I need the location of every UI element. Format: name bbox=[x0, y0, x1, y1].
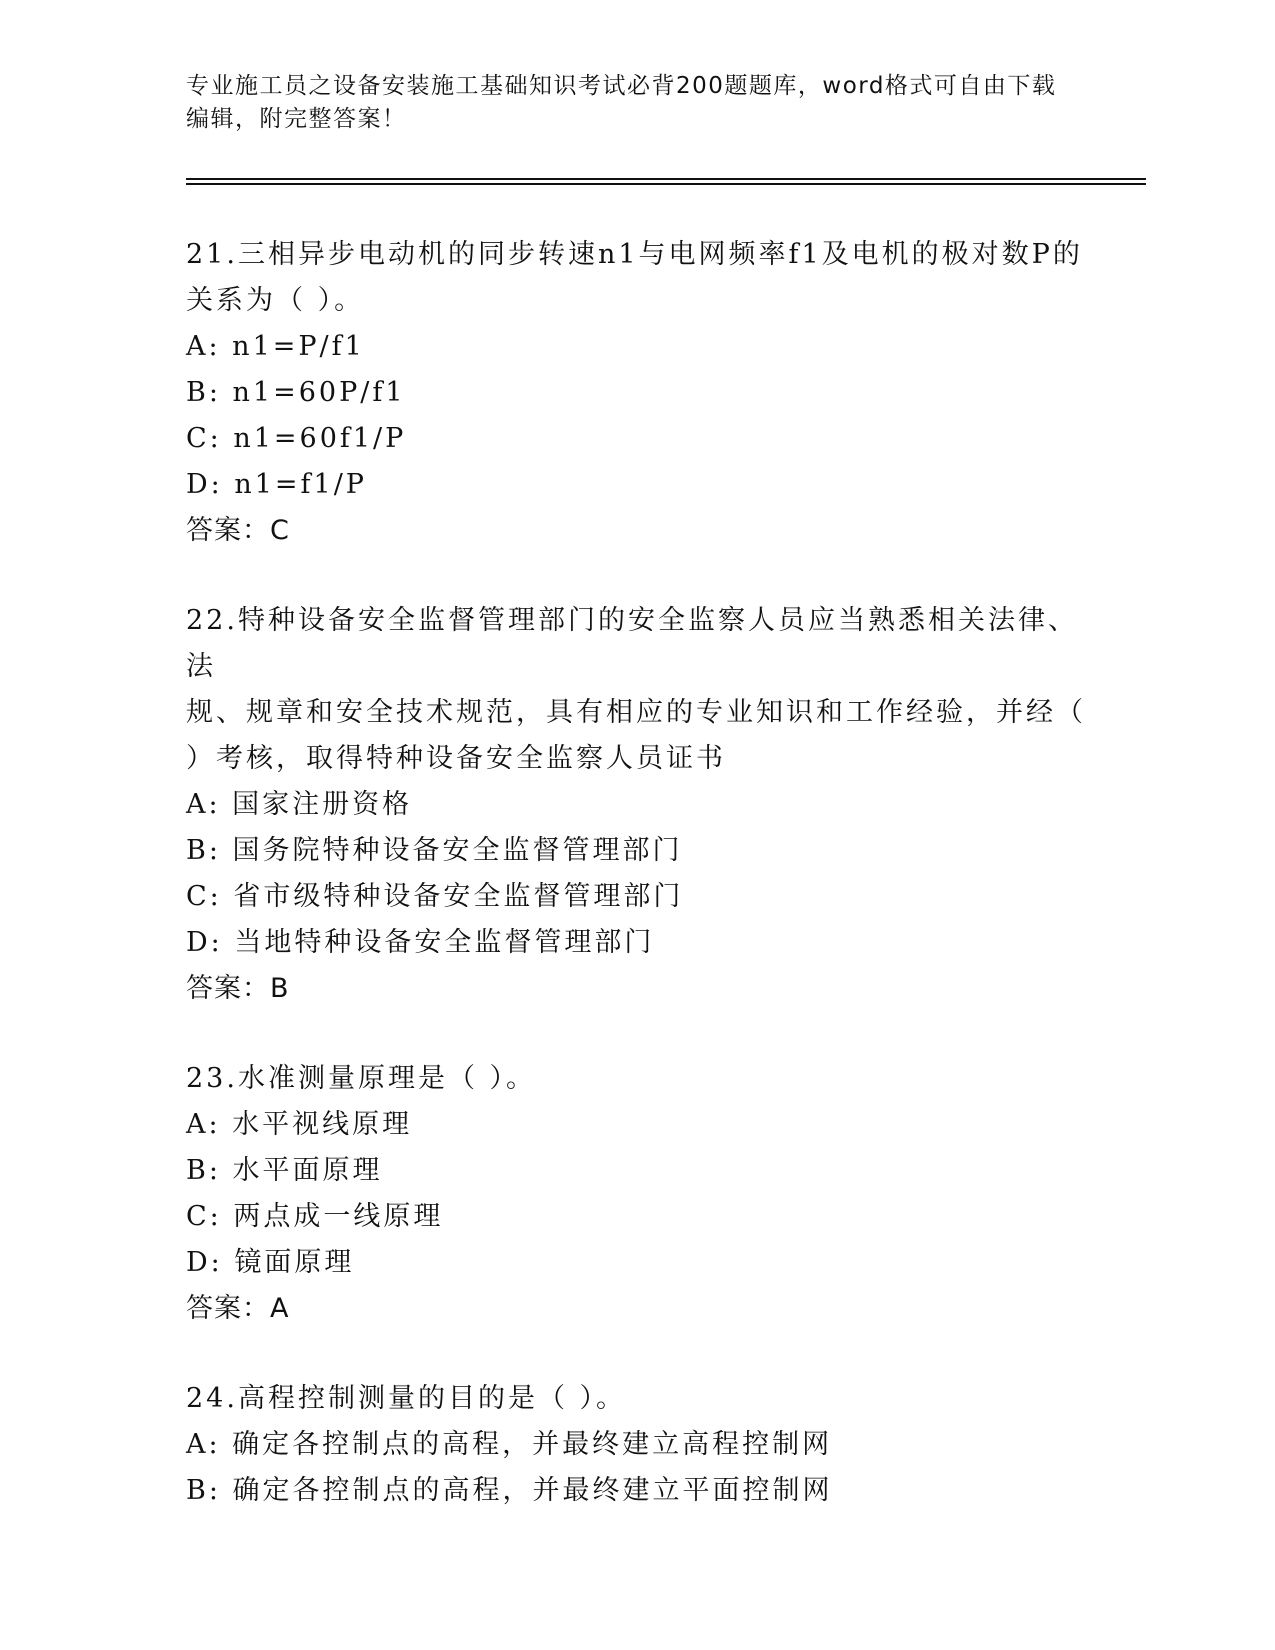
answer-key: 答案：B bbox=[186, 973, 290, 1004]
question-stem-line: 规、规章和安全技术规范，具有相应的专业知识和工作经验，并经（ bbox=[186, 697, 1086, 728]
question-stem-line: 23.水准测量原理是（ ）。 bbox=[186, 1063, 537, 1094]
answer-option: C: 两点成一线原理 bbox=[186, 1201, 444, 1232]
answer-option: B: n1=60P/f1 bbox=[186, 377, 406, 408]
question-block bbox=[186, 1056, 1086, 1332]
question-block bbox=[186, 598, 1086, 1012]
question-stem-line: ）考核，取得特种设备安全监察人员证书 bbox=[186, 743, 726, 774]
answer-option: A: 水平视线原理 bbox=[186, 1109, 413, 1140]
header-divider-bottom bbox=[186, 183, 1146, 185]
answer-option: C: n1=60f1/P bbox=[186, 423, 407, 454]
answer-option: C: 省市级特种设备安全监督管理部门 bbox=[186, 881, 684, 912]
document-header bbox=[186, 70, 1066, 136]
answer-option: B: 水平面原理 bbox=[186, 1155, 383, 1186]
answer-key: 答案：A bbox=[186, 1293, 290, 1324]
answer-option: A: 确定各控制点的高程，并最终建立高程控制网 bbox=[186, 1429, 833, 1460]
question-stem-line: 22.特种设备安全监督管理部门的安全监察人员应当熟悉相关法律、法 bbox=[186, 605, 1078, 682]
answer-option: B: 国务院特种设备安全监督管理部门 bbox=[186, 835, 683, 866]
header-line-2: 编辑，附完整答案！ bbox=[186, 106, 407, 132]
answer-option: A: n1=P/f1 bbox=[186, 331, 365, 362]
answer-key: 答案：C bbox=[186, 515, 290, 546]
header-divider-top bbox=[186, 178, 1146, 180]
answer-option: B: 确定各控制点的高程，并最终建立平面控制网 bbox=[186, 1475, 833, 1506]
answer-option: D: n1=f1/P bbox=[186, 469, 367, 500]
answer-option: D: 当地特种设备安全监督管理部门 bbox=[186, 927, 655, 958]
header-line-1: 专业施工员之设备安装施工基础知识考试必背200题题库，word格式可自由下载 bbox=[186, 73, 1057, 99]
answer-option: A: 国家注册资格 bbox=[186, 789, 413, 820]
question-stem-line: 关系为（ ）。 bbox=[186, 285, 365, 316]
question-block bbox=[186, 232, 1086, 554]
answer-option: D: 镜面原理 bbox=[186, 1247, 355, 1278]
question-stem-line: 21.三相异步电动机的同步转速n1与电网频率f1及电机的极对数P的 bbox=[186, 239, 1083, 270]
question-block bbox=[186, 1376, 1086, 1514]
question-stem-line: 24.高程控制测量的目的是（ ）。 bbox=[186, 1383, 627, 1414]
question-list bbox=[186, 232, 1086, 1558]
